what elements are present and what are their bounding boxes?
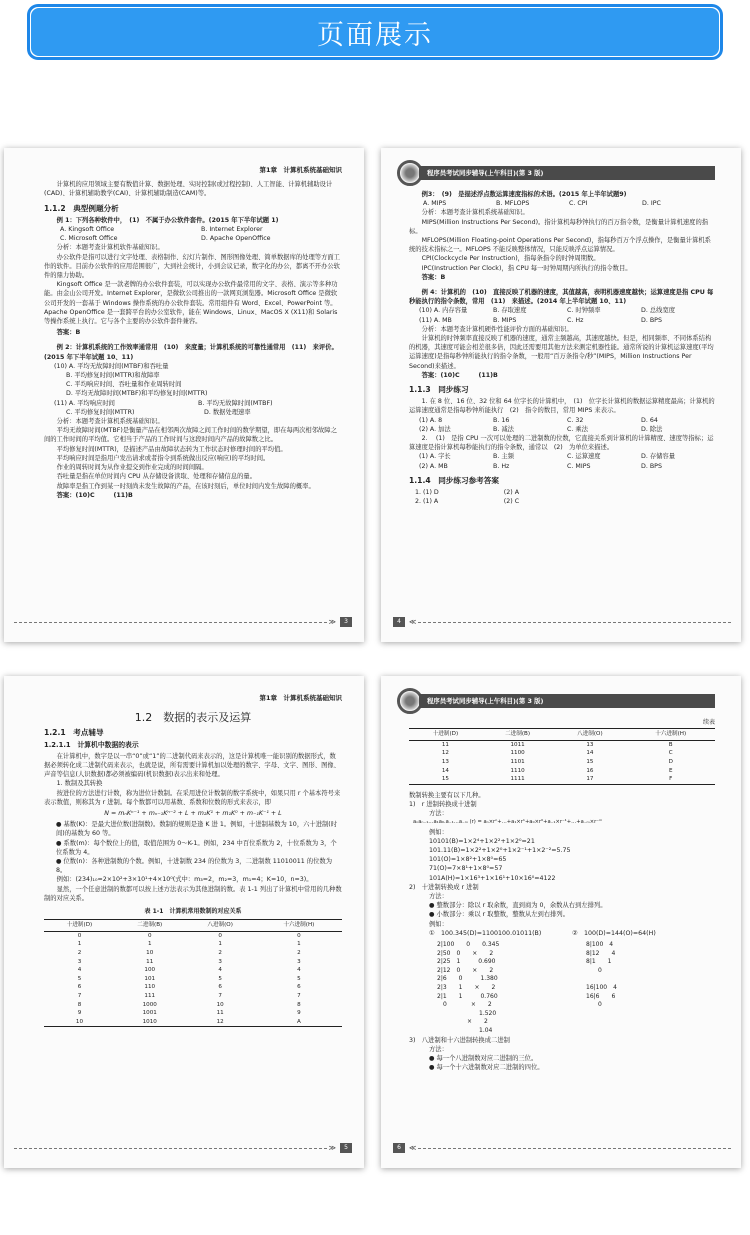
bullet-text: 系数(m)：每个数位上的值，取值范围为 0～K-1。例如，234 中百位系数为 2，十位系数为 3，个位系数为 4。 — [56, 839, 337, 856]
bullet: ● 基数(K)：是最大进位数(进制数)。数制的规则是逢 K 进 1。例如，十进制基数为 10，六十进制(时间)的基数为 60 等。 — [56, 821, 338, 838]
option: (11) A. MB — [419, 316, 452, 324]
division-step: 8|1 1 — [586, 958, 612, 966]
table-cell: 1011 — [510, 741, 525, 748]
table-cell: 11 — [441, 741, 449, 748]
option: C. CPI — [569, 200, 588, 208]
division-step: 0 — [586, 966, 602, 974]
paragraph: 按进位的方法进行计数，称为进位计数制。在采用进位计数制的数字系统中，如果只用 r 个基本符号来表示数值，则称其为 r 进制。每个数都可以用基数、系数和位数的形式来表示，即 — [44, 789, 341, 806]
example-question: 例3： (9) 是描述浮点数运算速度指标的术语。(2015 年上半年试题9) — [421, 191, 627, 198]
option: A. MIPS — [423, 200, 447, 208]
answer: 答案：B — [56, 329, 81, 337]
method-heading: 3) 八进制和十六进制转换成二进制 — [409, 1036, 510, 1044]
example-row — [409, 929, 715, 938]
page-footer — [4, 616, 364, 628]
table-cell: 10 — [216, 1001, 224, 1008]
bullet: ● 系数(m)：每个数位上的值，取值范围为 0～K-1。例如，234 中百位系数为 2，十位系数为 3，个位系数为 4。 — [56, 839, 337, 856]
division-step: 8|12 4 — [586, 949, 616, 957]
running-header: 第1章 计算机系统基础知识 — [259, 166, 342, 174]
table-cell: 10 — [44, 1018, 115, 1027]
table-cell: D — [668, 758, 673, 765]
example-question: 例 1：下列各种软件中， (1) 不属于办公软件套件。(2015 年下半年试题 1) — [56, 216, 279, 224]
analysis: IPC(Instruction Per Clock)，指 CPU 每一时钟周期内所执行的指令数目。 — [421, 264, 632, 272]
running-header — [397, 160, 715, 186]
table-cell: 101 — [144, 975, 156, 982]
radix-table-continued — [409, 728, 715, 785]
option: D. 数据处理速率 — [204, 408, 251, 416]
method-heading: 2) 十进制转换成 r 进制 — [409, 883, 479, 891]
table-cell: 100 — [144, 967, 156, 974]
option: D. BPS — [641, 316, 662, 324]
example-line: ② 100(D)=144(O)=64(H) — [572, 929, 656, 937]
analysis: 分析：本题考查计算机硬件性能评价方面的基础知识。 — [421, 325, 573, 333]
bullet: ● 小数部分：乘以 r 取整数，整数从左到右排列。 — [429, 911, 570, 919]
option: D. 64 — [641, 416, 658, 424]
formula: aₙaₙ₋₁…a₁a₀.a₋₁…a₋ₘ (r) = aₙ×rⁿ+…+a₁×r¹+a₀×r⁰+a₋₁×r⁻¹+…+a₋ₘ×r⁻ᵐ — [413, 819, 603, 826]
table-row — [409, 758, 715, 767]
paragraph: 数制转换主要有以下几种。 — [409, 791, 485, 799]
table-cell: 4 — [77, 967, 82, 974]
table-cell: 3 — [297, 958, 301, 965]
banner-inner — [31, 8, 719, 56]
running-header: 第1章 计算机系统基础知识 — [259, 694, 342, 702]
option: (11) A. 平均响应时间 — [54, 399, 115, 407]
option: C. 乘法 — [567, 425, 588, 433]
table-header: 十六进制(H) — [256, 920, 342, 932]
paragraph: 方法： — [429, 893, 448, 900]
bullet: ● 整数部分：除以 r 取余数，直到商为 0，余数从右到左排列。 — [429, 902, 607, 910]
table-cell: 110 — [144, 984, 156, 991]
option: D. 存储容量 — [641, 453, 676, 461]
table-cell: 8 — [297, 1001, 301, 1008]
answer: 1. (1) D — [415, 489, 439, 497]
banner-title: 页面展示 — [317, 19, 433, 51]
table-row — [44, 940, 342, 949]
table-row — [44, 1018, 342, 1027]
analysis: CPI(Clockcycle Per Instruction)，指每条指令的时钟周期数。 — [421, 255, 600, 263]
table-cell: 13 — [586, 741, 594, 748]
table-row — [44, 949, 342, 958]
bullet-text: 位数(n)：各种进制数的个数。例如，十进制数 234 的位数为 3，二进制数 11010011 的位数为 8。 — [56, 858, 332, 875]
table-cell: 2 — [77, 950, 82, 957]
bullet: ● 每一个十六进制数对应二进制的四位。 — [429, 1064, 544, 1072]
page-number: 5 — [340, 1143, 352, 1153]
option: B. Internet Explorer — [201, 226, 263, 234]
table-row — [44, 975, 342, 984]
table-header: 十进制(D) — [409, 729, 482, 741]
option: D. 平均无故障时间(MTBF)和平均修复时间(MTTR) — [66, 390, 208, 398]
table-cell: A — [256, 1018, 342, 1027]
table-cell: 6 — [77, 984, 82, 991]
example-line: 101(O)=1×8²+1×8⁰=65 — [429, 856, 507, 864]
practice-question: 2. (1) 是指 CPU 一次可以处理的二进制数的位数，它直接关系到计算机的计算精度、速度等指标；运算速度是指计算机每秒能执行的指令条数，通常以 (2) 为单位来描述。 — [409, 435, 714, 452]
book-page-3 — [4, 148, 364, 642]
option: C. Hz — [567, 316, 584, 324]
table-cell: 1110 — [510, 767, 525, 774]
example-line: 101A(H)=1×16³+1×16¹+10×16⁰=4122 — [429, 874, 556, 882]
paragraph: 1. 数制及其转换 — [56, 780, 103, 788]
division-step: × 2 — [437, 1018, 488, 1026]
book-page-5 — [4, 676, 364, 1168]
table-cell: F — [626, 775, 715, 784]
options-row — [44, 225, 342, 234]
division-step: 2|1 1 0.760 — [437, 992, 498, 1000]
division-step: 0 — [586, 1001, 602, 1009]
option: C. MIPS — [567, 462, 591, 470]
page-number: 4 — [393, 617, 405, 627]
table-cell: 5 — [218, 975, 222, 982]
option: D. BPS — [641, 462, 662, 470]
option: D. Apache OpenOffice — [201, 235, 271, 243]
table-cell: 5 — [77, 975, 82, 982]
division-step: 2|6 0 1.380 — [437, 975, 498, 983]
table-cell: 0 — [297, 932, 301, 939]
analysis: 故障率是指工作到某一时刻尚未发生故障的产品，在该时刻后，单位时间内发生故障的概率。 — [56, 482, 315, 490]
table-cell: 15 — [409, 775, 482, 784]
option: C. Microsoft Office — [60, 235, 118, 243]
double-arrow-icon: ≫ — [328, 618, 336, 626]
options-row — [44, 408, 342, 417]
analysis: 办公软件是指可以进行文字处理、表格制作、幻灯片制作、图形图像处理、简单数据库的处理等方面工作的软件。目前办公软件的应用范围很广，大到社会统计，小到会议记录，数字化的办公，都离不开办公软件的鼎力协助。 — [44, 253, 340, 280]
option: (1) A. 字长 — [419, 453, 451, 461]
options-row — [409, 416, 715, 425]
table-cell: E — [668, 767, 673, 774]
option: C. 32 — [567, 416, 584, 424]
table-cell: 14 — [441, 767, 449, 774]
answer-row — [409, 488, 593, 497]
table-cell: 7 — [218, 993, 222, 1000]
section-heading: 1.1.4 同步练习参考答案 — [409, 475, 499, 485]
table-row — [44, 992, 342, 1001]
table-cell: 7 — [297, 993, 301, 1000]
division-step: 2|50 0 × 2 — [437, 949, 494, 957]
bullet-text: 每一个十六进制数对应二进制的四位。 — [436, 1064, 544, 1072]
analysis: 吞吐量是指在单位时间内 CPU 从存储设备读取、处理和存储信息的量。 — [56, 473, 257, 481]
table-cell: 0 — [218, 932, 222, 939]
table-cell: 4 — [297, 967, 301, 974]
table-cell: C — [668, 750, 673, 757]
division-step: 8|100 4 — [586, 941, 632, 949]
answer: (2) A — [503, 489, 520, 497]
example-line: 71(O)=7×8¹+1×8⁰=57 — [429, 865, 503, 873]
division-step: 1.04 — [437, 1026, 493, 1034]
paragraph: 例如：(234)₁₀=2×10²+3×10¹+4×10⁰(式中：m₃=2，m₂=3，m₁=4；K=10，n=3)。 — [56, 876, 313, 884]
table-header: 八进制(O) — [185, 920, 256, 932]
table-header: 二进制(B) — [115, 920, 185, 932]
paragraph: 方法： — [429, 810, 448, 818]
table-caption: 表 1-1 计算机常用数制的对应关系 — [144, 908, 242, 916]
running-header — [397, 688, 715, 714]
division-step: 0 × 2 — [437, 1001, 492, 1009]
header-bar: 程序员考试同步辅导(上午科目)(第 3 版) — [419, 166, 715, 180]
option: B. 主频 — [493, 453, 514, 461]
table-row — [409, 775, 715, 784]
option: B. Hz — [493, 462, 510, 470]
table-cell: 1111 — [482, 775, 553, 784]
bullet-text: 每一个八进制数对应二进制的三位。 — [436, 1054, 538, 1062]
table-cell: 0 — [147, 932, 152, 939]
bullet-text: 基数(K)：是最大进位数(进制数)。数制的规则是逢 K 进 1。例如，十进制基数为 10，六十进制(时间)的基数为 60 等。 — [56, 821, 338, 838]
page-footer — [381, 1142, 741, 1154]
options-row — [44, 234, 342, 243]
table-cell: 15 — [586, 758, 594, 765]
option: D. IPC — [642, 200, 661, 208]
table-cell: 1000 — [142, 1001, 157, 1008]
analysis: 平均响应时间是指用户发出请求或者指令到系统做出反应(响应)的平均时间。 — [56, 454, 270, 462]
table-header: 十六进制(H) — [626, 729, 715, 741]
division-step: 16|6 6 — [586, 992, 616, 1000]
paragraph: 例如： — [429, 920, 448, 928]
option: (10) A. 平均无故障时间(MTBF)和吞吐量 — [54, 362, 169, 370]
division-column-b — [586, 941, 715, 1036]
table-cell: 8 — [77, 1001, 82, 1008]
table-cell: 10 — [146, 950, 154, 957]
analysis: 平均无故障时间(MTBF)是衡量产品在相邻两次故障之间工作时间的数学期望，即在每两次相邻故障之间的工作时间的平均值。它相当于产品的工作时间与这段时间内产品的故障数之比。 — [44, 427, 337, 444]
table-cell: 1 — [77, 941, 82, 948]
section-heading: 1.2.1 考点辅导 — [44, 728, 104, 738]
paragraph: 例如： — [429, 828, 448, 836]
option: C. 运算速度 — [567, 453, 601, 461]
paragraph: 在计算机中，数字是以一串“0”或“1”的二进制代码来表示的，这是计算机唯一能识别的数据形式，数据必须转化成二进制代码来表示，也就是说，所有需要计算机加以处理的数字、字母、文字、图形、图像、声音等信息(人识数据)都必须被编码(机识数据)表示出来和处理。 — [44, 752, 340, 779]
example-line: 10101(B)=1×2⁴+1×2²+1×2⁰=21 — [429, 837, 535, 845]
options-row — [409, 316, 715, 325]
analysis: 平均修复时间(MTTR)，是描述产品由故障状态转为工作状态时修理时间的平均值。 — [56, 445, 287, 453]
answer-row — [409, 497, 593, 506]
table-cell: 111 — [144, 993, 156, 1000]
division-step: 16|100 4 — [586, 983, 617, 991]
table-cell: 3 — [77, 958, 82, 965]
division-work — [409, 941, 715, 1036]
table-row — [44, 1009, 342, 1018]
analysis: 作业的周转时间为从作业提交到作业完成的时间间隔。 — [56, 464, 208, 472]
options-row — [409, 199, 715, 208]
table-row — [44, 958, 342, 967]
option: B. 平均修复时间(MTTR)和故障率 — [66, 372, 160, 380]
analysis: MIPS(Million Instructions Per Second)。指计算机每秒钟执行的百万指令数，是衡量计算机速度的指标。 — [409, 218, 709, 235]
table-cell: 9 — [77, 1010, 82, 1017]
example-line: 101.11(B)=1×2²+1×2⁰+1×2⁻¹+1×2⁻²=5.75 — [429, 846, 571, 854]
option: C. 平均修复时间(MTTR) — [66, 408, 135, 416]
table-cell: 1 — [147, 941, 152, 948]
analysis: 分析：本题考查计算机系统基础知识。 — [56, 418, 164, 426]
table-cell: 6 — [297, 984, 301, 991]
division-step — [586, 975, 715, 984]
paragraph: 计算机的应用领域主要有数值计算、数据处理、实时控制(或过程控制)、人工智能、计算机辅助设计(CAD)、计算机辅助教学(CAI)、计算机辅助制造(CAM)等。 — [44, 181, 333, 198]
header-bar: 程序员考试同步辅导(上午科目)(第 3 版) — [419, 694, 715, 708]
table-row — [44, 1001, 342, 1010]
division-step: 2|100 0 0.345 — [437, 941, 500, 949]
table-cell: 2 — [218, 950, 222, 957]
formula: N = mₙKⁿ⁻¹ + mₙ₋₁Kⁿ⁻² + L + m₂K¹ + m₁K⁰ + m₋₁K⁻¹ + L — [104, 810, 282, 818]
table-cell: 1 — [297, 941, 301, 948]
option: B. MIPS — [493, 316, 517, 324]
table-header: 十进制(D) — [44, 920, 115, 932]
table-row — [409, 767, 715, 776]
double-arrow-icon: ≫ — [328, 1144, 336, 1152]
method-heading: 1) r 进制转换成十进制 — [409, 800, 477, 808]
option: B. 16 — [493, 416, 510, 424]
section-heading: 1.1.2 典型例题分析 — [44, 203, 119, 213]
options-row — [409, 462, 715, 471]
subsection-heading: 1.2.1.1 计算机中数据的表示 — [44, 740, 139, 749]
option: B. 存取速度 — [493, 307, 527, 315]
chapter-title: 1.2 数据的表示及运算 — [134, 711, 252, 725]
paragraph: 方法： — [429, 1045, 448, 1053]
table-continued-label: 续表 — [702, 719, 715, 726]
table-cell: 1100 — [510, 750, 525, 757]
table-cell: 11 — [216, 1010, 224, 1017]
option: (1) A. 8 — [419, 416, 443, 424]
table-cell: 2 — [297, 950, 301, 957]
table-cell: 5 — [297, 975, 301, 982]
table-cell: 14 — [586, 750, 594, 757]
division-step: 2|25 1 0.690 — [437, 958, 496, 966]
option: C. 时钟频率 — [567, 307, 601, 315]
table-cell: 1 — [218, 941, 222, 948]
analysis: MFLOPS(Million Floating-point Operations Per Second)，指每秒百万个浮点操作，是衡量计算机系统的技术指标之一。MFLOPS 不能反映整体情况，只能反映浮点运算情况。 — [409, 237, 711, 254]
option: D. 总线宽度 — [641, 307, 676, 315]
table-cell: 0 — [77, 932, 82, 939]
analysis: Kingsoft Office 是一款老牌的办公软件套装，可以实现办公软件最常用的文字、表格、演示等多种功能。由金山公司开发。Internet Explorer，是微软公司推出的一款网页浏览器。Microsoft Office 是微软公司开发的一套基于 Windows 操作系统的办公软件套装。常用组件有 Word、Excel、PowerPoint 等。Apache OpenOffice 是一套跨平台的办公室软件，能在 Windows、Linux、MacOS X (X11)和 Solaris 等操作系统上执行。它与各个主要的办公软件套件兼容。 — [44, 281, 338, 326]
table-cell: 12 — [185, 1018, 256, 1027]
page-footer — [381, 616, 741, 628]
double-arrow-icon: ≪ — [409, 618, 417, 626]
paragraph: 显然，一个任意进制的数都可以按上述方法表示为其他进制的数。表 1-1 列出了计算机中常用的几种数制的对应关系。 — [44, 885, 342, 902]
table-row — [44, 966, 342, 975]
page-number: 6 — [393, 1143, 405, 1153]
table-cell: 17 — [553, 775, 626, 784]
analysis: 分析：本题考查计算机系统基础知识。 — [421, 209, 529, 217]
table-row — [44, 983, 342, 992]
page-footer — [4, 1142, 364, 1154]
banner — [27, 4, 723, 60]
division-step: 2|3 1 × 2 — [437, 983, 496, 991]
table-header: 二进制(B) — [482, 729, 553, 741]
table-cell: 1101 — [510, 758, 525, 765]
options-row — [409, 425, 715, 434]
table-cell: 6 — [218, 984, 222, 991]
table-cell: 13 — [441, 758, 449, 765]
book-page-6 — [381, 676, 741, 1168]
table-cell: 4 — [218, 967, 222, 974]
option: (2) A. 加法 — [419, 425, 451, 433]
options-row — [409, 306, 715, 315]
table-cell: B — [668, 741, 673, 748]
table-row — [409, 740, 715, 749]
option: (2) A. MB — [419, 462, 448, 470]
bullet: ● 位数(n)：各种进制数的个数。例如，十进制数 234 的位数为 3，二进制数 11010011 的位数为 8。 — [56, 858, 332, 875]
analysis: 分析：本题考查计算机软件基础知识。 — [56, 244, 164, 252]
answer: (2) C — [503, 498, 520, 506]
division-step: 2|12 0 × 2 — [437, 966, 494, 974]
bullet-text: 整数部分：除以 r 取余数，直到商为 0，余数从右到左排列。 — [436, 902, 607, 910]
example-question: 例 4：计算机的 (10) 直接反映了机器的速度，其值越高，表明机器速度越快；运算速度是指 CPU 每秒能执行的指令条数，常用 (11) 来描述。(2014 年上半年试题 10、11) — [409, 289, 714, 306]
table-cell: 12 — [441, 750, 449, 757]
answer: 答案：(10)C (11)B — [421, 371, 498, 379]
table-cell: 9 — [297, 1010, 301, 1017]
answer: 答案：B — [421, 273, 446, 281]
analysis: 计算机的时钟频率直接反映了机器的速度，通常主频越高，其速度越快。但是，相同频率、不同体系结构的机器，其速度可能会相差很多倍，因此还需要用其他方法来测定机器性能。通常所说的计算机运算速度(平均运算速度)是指每秒钟所能执行的指令条数，一般用“百万条指令/秒”(MIPS，Million Instructions Per Second)来描述。 — [409, 335, 714, 370]
bullet-text: 小数部分：乘以 r 取整数，整数从左到右排列。 — [436, 911, 570, 919]
table-cell: 1001 — [142, 1010, 157, 1017]
example-question: 例 2：计算机系统的工作效率通常用 (10) 来度量；计算机系统的可靠性通常用 (11) 来评价。(2015 年下半年试题 10、11) — [44, 344, 338, 361]
page-number: 3 — [340, 617, 352, 627]
table-row — [44, 931, 342, 940]
example-line: ① 100.345(D)=1100100.01011(B) — [429, 929, 542, 937]
section-heading: 1.1.3 同步练习 — [409, 385, 469, 395]
option: C. 平均响应时间、吞吐量和作业周转时间 — [66, 381, 182, 389]
options-row — [409, 452, 715, 461]
answer: 2. (1) A — [415, 498, 439, 506]
radix-table — [44, 919, 342, 1027]
options-row — [44, 399, 342, 408]
table-header: 八进制(O) — [553, 729, 626, 741]
table-cell: 11 — [146, 958, 154, 965]
option: A. Kingsoft Office — [60, 226, 115, 234]
table-cell: 16 — [586, 767, 594, 774]
option: B. 减法 — [493, 425, 514, 433]
bullet: ● 每一个八进制数对应二进制的三位。 — [429, 1054, 538, 1062]
table-cell: 7 — [77, 993, 82, 1000]
table-cell: 1010 — [115, 1018, 185, 1027]
option: B. MFLOPS — [496, 200, 530, 208]
option: B. 平均无故障时间(MTBF) — [198, 399, 273, 407]
division-step: 1.520 — [437, 1009, 497, 1017]
answer: 答案：(10)C (11)B — [56, 491, 133, 499]
table-cell: 3 — [218, 958, 222, 965]
double-arrow-icon: ≪ — [409, 1144, 417, 1152]
table-row — [409, 749, 715, 758]
book-page-4 — [381, 148, 741, 642]
practice-question: 1. 在 8 位、16 位、32 位和 64 位字长的计算机中， (1) 位字长计算机的数据运算精度最高；计算机的运算速度通常是指每秒钟所能执行 (2) 指令的数目，常用 MIPS 来表示。 — [409, 398, 715, 415]
division-column-a — [437, 941, 566, 1036]
option: D. 除法 — [641, 425, 663, 433]
option: (10) A. 内存容量 — [419, 307, 468, 315]
